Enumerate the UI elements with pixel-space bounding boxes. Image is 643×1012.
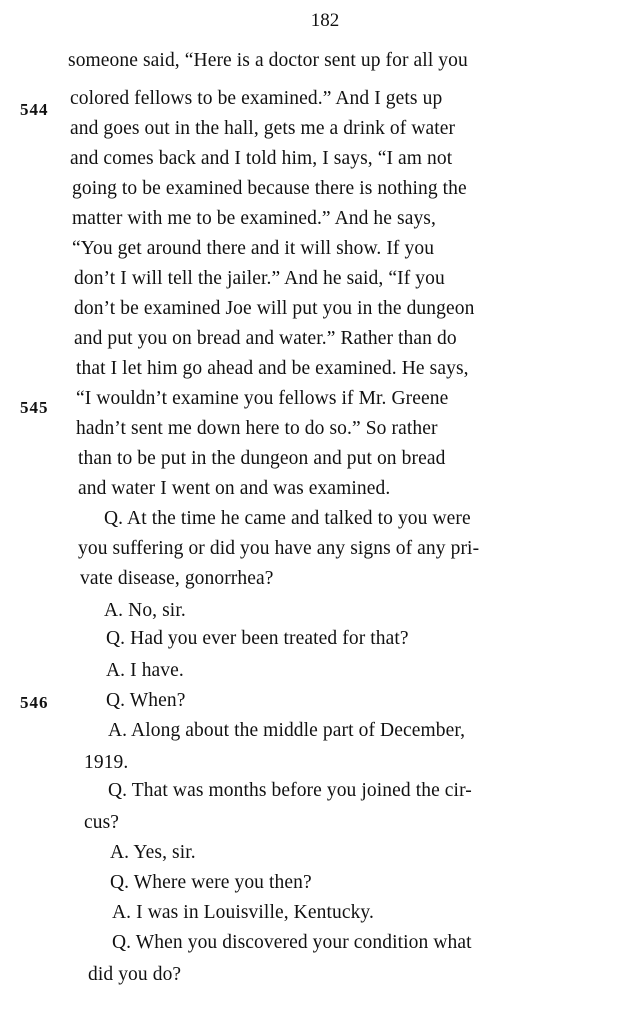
text-line: going to be examined because there is nothing the <box>72 178 467 199</box>
text-line: matter with me to be examined.” And he says, <box>72 208 436 229</box>
text-line: Q. When? <box>106 690 186 711</box>
text-line: vate disease, gonorrhea? <box>80 568 274 589</box>
text-line: that I let him go ahead and be examined. He says, <box>76 358 469 379</box>
text-line: than to be put in the dungeon and put on bread <box>78 448 446 469</box>
text-line: Q. That was months before you joined the cir- <box>108 780 472 801</box>
text-line: don’t I will tell the jailer.” And he said, “If you <box>74 268 445 289</box>
text-line: and comes back and I told him, I says, “I am not <box>70 148 453 169</box>
text-line: colored fellows to be examined.” And I gets up <box>70 88 443 109</box>
text-line: and water I went on and was examined. <box>78 478 391 499</box>
text-line: A. I have. <box>106 660 184 681</box>
text-line: A. I was in Louisville, Kentucky. <box>112 902 374 923</box>
text-line: A. Along about the middle part of December, <box>108 720 466 741</box>
text-line: and goes out in the hall, gets me a drink of water <box>70 118 456 139</box>
text-line: and put you on bread and water.” Rather than do <box>74 328 457 349</box>
text-line: did you do? <box>88 964 182 985</box>
text-line: Q. Had you ever been treated for that? <box>106 628 409 649</box>
text-line: someone said, “Here is a doctor sent up for all you <box>68 50 468 71</box>
margin-number: 546 <box>20 693 49 712</box>
margin-number: 544 <box>20 100 49 119</box>
text-line: “You get around there and it will show. If you <box>72 238 435 259</box>
text-line: Q. When you discovered your condition what <box>112 932 472 953</box>
text-line: 1919. <box>84 752 129 773</box>
text-line: don’t be examined Joe will put you in the dungeon <box>74 298 475 319</box>
margin-number: 545 <box>20 398 49 417</box>
text-line: A. Yes, sir. <box>110 842 196 863</box>
text-line: Q. Where were you then? <box>110 872 312 893</box>
text-line: cus? <box>84 812 120 833</box>
text-line: you suffering or did you have any signs of any pri- <box>78 538 480 559</box>
text-line: Q. At the time he came and talked to you were <box>104 508 471 529</box>
page-number: 182 <box>310 10 340 31</box>
text-line: A. No, sir. <box>104 600 186 621</box>
text-line: hadn’t sent me down here to do so.” So rather <box>76 418 438 439</box>
text-line: “I wouldn’t examine you fellows if Mr. Greene <box>76 388 449 409</box>
